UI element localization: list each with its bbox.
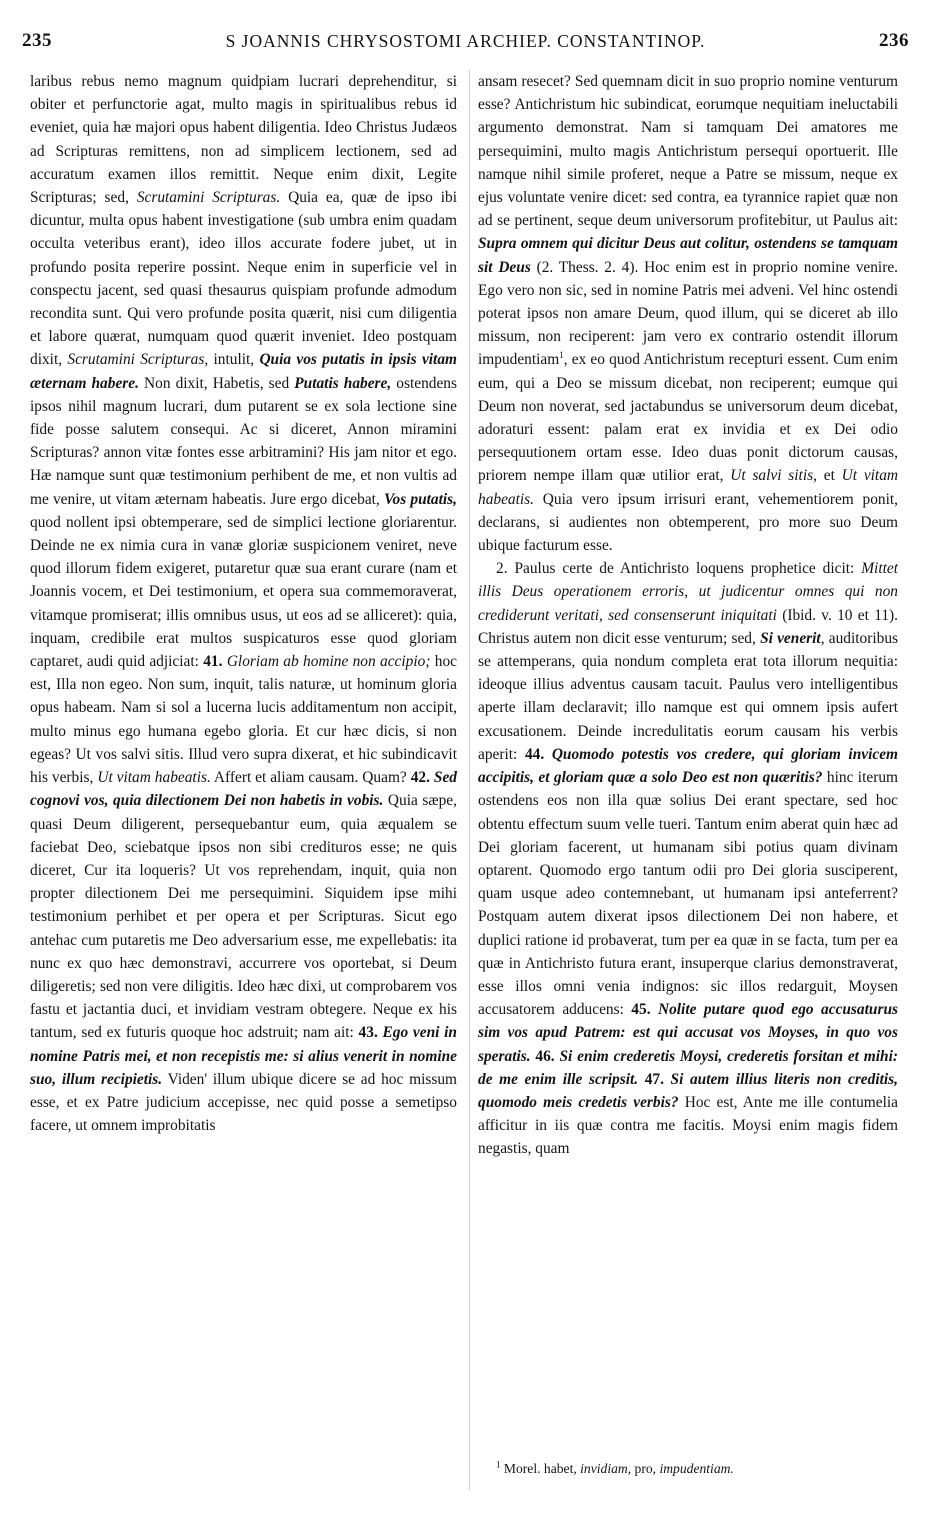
scripture-reference: (Ibid. v. 10 et 11).	[776, 606, 898, 624]
scripture-quote: Scrutamini Scripturas,	[67, 351, 209, 369]
scripture-quote: Si venerit	[760, 629, 821, 647]
text-run: hoc est, Illa non egeo. Non sum, inquit, talis naturæ, ut hominum gloria opus habeam. Nam si sol a lucerna lucis additamentum non accipit, multo minus ego humana egebo gloria. Et cur hæc dicis, si non egeas? Ut vos salvi sitis. Illud vero supra dixerat, et hic subindicavit his verbis,	[30, 653, 457, 787]
scripture-quote: Supra omnem qui dicitur Deus aut colitur, ostendens se tamquam sit Deus	[478, 235, 898, 276]
text-run: Hoc est, Ante me ille contumelia afficitur in iis quæ contra me facitis. Moysi enim magis fidem negastis, quam	[478, 1093, 898, 1158]
paragraph	[478, 557, 898, 1160]
text-run: ostendens ipsos nihil magnum lucrari, dum putarent se ex sola lectione sine fide posse salutem consequi. Ac si diceret, Annon miramini Scripturas? annon vitæ fontes esse arbitramini? His jam nitor et ego. Hæ namque sunt quæ testimonium perhibent de me, et non vultis ad me venire, ut vitam æternam habeatis. Jure ergo dicebat,	[30, 374, 457, 508]
text-run: , pro,	[627, 1461, 660, 1476]
text-run: hinc iterum ostendens eos non illa quæ solius Dei erant spectare, sed hoc obtentu effectum suum velle tueri. Tantum enim aberat quin hæc ad Dei gloriam facerent, ut humanam sibi potius quam divinam optarent. Quomodo ergo tantum odii pro Dei gloria susciperent, quam usque adeo contemnebant, ut humanam ipsi anteferrent? Postquam autem dixerat ipsos dilectionem Dei non habere, et duplici ratione id probaverat, tum per ea quæ in se facta, tum per ea quæ in Antichristo futura erant, insuperque clarius demonstraverat, esse illos omni venia indignos: sic illos redarguit, Moysen accusatorem adducens:	[478, 769, 898, 1019]
text-run: intulit,	[208, 351, 260, 369]
verse-number: 47.	[638, 1070, 664, 1088]
footnote	[496, 1460, 898, 1478]
verse-number: 41.	[203, 653, 223, 671]
text-run: , et	[813, 467, 842, 485]
page-number-right: 236	[878, 30, 909, 51]
scripture-quote: Ut vitam habeatis.	[97, 769, 211, 787]
scripture-quote: Quomodo potestis vos credere, qui gloriam invicem accipitis, et gloriam quæ a solo Deo est non quæritis?	[478, 745, 899, 787]
text-run: Quia ea, quæ de ipso ibi dicuntur, multa opus habent investigatione (sub umbra enim quadam occulta veteribus erant), ideo illos accurate fodere jubet, ut in profundo posita reperire possint. Neque enim in superficie vel in conspectu jacent, sed quasi thesaurus quispiam profunde admodum recondita sunt. Qui vero profunde posita quærit, nisi cum diligentia et labore quærat, numquam quod quærit inveniet. Ideo postquam dixit,	[30, 189, 457, 369]
scripture-quote: Vos putatis,	[383, 490, 457, 508]
scripture-quote: Putatis habere,	[294, 374, 392, 392]
footnote-term: impudentiam.	[659, 1461, 734, 1476]
scripture-quote: Gloriam ab homine non accipio;	[226, 653, 431, 671]
text-run: Affert et aliam causam. Quam?	[210, 769, 411, 787]
scripture-quote: Si autem illius literis non creditis, quomodo meis credetis verbis?	[478, 1070, 898, 1111]
verse-number: 46.	[530, 1047, 555, 1065]
text-run: Viden' illum ubique dicere se ad hoc missum esse, et ex Patre judicium accepisse, nec quid posse a semetipso facere, ut omnem improbitatis	[30, 1070, 458, 1135]
text-run: Quia sæpe, quasi Deum diligerent, persequebantur eum, quia æqualem se faciebat Deo, sciebatque ipsos non sibi credituros esse; ne quis diceret, Cur ita loqueris? Ut vos reprehendam, inquit, quia non propter dilectionem Dei me persequimini. Siquidem ipse mihi testimonium perhibet et per opera et per Scripturas. Sicut ego antehac cum putaretis me Deo adversarium esse, me expellebatis: ita nunc ex quo hæc demonstravi, accurrere vos oportebat, si Deum diligeretis; sed non vere diligitis. Ideo hæc dixi, ut comprobarem vos fastu et jactantia duci, et invidiam vestram obtegere. Neque ex his tantum, sed ex futuris quoque hoc adstruit; nam ait:	[30, 792, 457, 1042]
text-run: Quia vero ipsum irrisuri erant, vehementiorem ponit, declarans, si audientes non obtemperent, pro more suo Deum ubique facturum esse.	[478, 490, 898, 555]
scripture-quote: Ut salvi sitis	[730, 467, 814, 485]
text-run: quod nollent ipsi obtemperare, sed de simplici lectione gloriarentur. Deinde ne ex nimia cura in vanæ gloriæ suspicionem veniret, neve quod illorum fidem exigeret, putaretur quæ sua erant curare (nam et Joannis vocem, et Dei testimonium, et opera sua commemoraverat, vitamque promiserat; illis omnibus usus, ut eos ad se alliceret): quia, inquam, credibile erat multos suspicaturos esse quod gloriam captaret, audi quid adjiciat:	[30, 513, 457, 671]
footnote-marker: 1	[559, 350, 564, 361]
scripture-quote: Si enim crederetis Moysi, crederetis forsitan et mihi: de me enim ille scripsit.	[478, 1047, 898, 1088]
paragraph	[478, 70, 898, 557]
running-header	[22, 12, 909, 52]
scripture-reference: (2. Thess. 2. 4).	[530, 258, 639, 276]
left-column	[30, 70, 457, 1137]
footnote-term: invidiam	[580, 1461, 628, 1476]
scripture-quote: Quia vos putatis in ipsis vitam æternam habere.	[30, 351, 457, 392]
scripture-quote: Nolite putare quod ego accusaturus sim vos apud Patrem: est qui accusat vos Moyses, in quo vos speratis.	[478, 1001, 898, 1065]
verse-number: 44.	[524, 745, 545, 763]
text-run: , ex eo quod Antichristum recepturi essent. Cum enim eum, qui a Deo se missum dicebat, non reciperent; eumque qui Deum non noverat, sed jactabundus se universorum deum dicebat, adoraturi essent: palam erat ex invidia et ex Dei odio persequutionem ortam esse. Ideo duas ponit dictorum causas, priorem nempe illam quæ utilior erat,	[478, 351, 898, 485]
right-column	[478, 70, 898, 1161]
verse-number: 42.	[410, 769, 430, 787]
verse-number: 43.	[358, 1024, 378, 1042]
verse-number: 45.	[631, 1001, 651, 1019]
page-number-left: 235	[22, 30, 52, 51]
text-run: Morel. habet,	[500, 1461, 581, 1476]
text-run: , auditoribus se attemperans, quia nondum completa erat tota illorum nequitia: ideoque illius adventus causam tacuit. Paulus vero intelligentibus aperte illam declaravit; illo namque est qui omnem ipsis aufert excusationem. Deinde incredulitatis eorum causam his verbis aperit:	[478, 629, 899, 763]
scripture-quote: Ego veni in nomine Patris mei, et non recepistis me: si alius venerit in nomine suo, illum recipietis.	[30, 1024, 457, 1088]
running-title: S JOANNIS CHRYSOSTOMI ARCHIEP. CONSTANTINOP.	[225, 31, 706, 51]
text-run: ansam resecet? Sed quemnam dicit in suo proprio nomine venturum esse? Antichristum hic subindicat, eorumque nequitiam ineluctabili argumento demonstrat. Nam si tamquam Dei amatores me persequimini, multo magis Antichristum persequi oportuerit. Ille namque nihil simile proferet, neque a Patre se missum, neque ex ejus voluntate venire dicet: sed contra, ea tyrannice rapiet quæ non ad se pertinent, seque deum universorum profitebitur, ut Paulus ait:	[478, 73, 898, 230]
scripture-quote: Scrutamini Scripturas.	[136, 189, 281, 207]
text-run: Non dixit, Habetis, sed	[138, 374, 295, 392]
scripture-quote: Ut vitam habeatis.	[478, 467, 899, 508]
text-run: Christus autem non dicit esse venturum; sed,	[478, 629, 761, 647]
paragraph	[30, 70, 457, 1137]
footnote-marker: 1	[496, 1459, 501, 1470]
text-run: laribus rebus nemo magnum quidpiam lucrari deprehenditur, si obiter et perfunctorie agat, multo magis in spiritualibus rebus id eveniet, quia hæ majori opus habent diligentia. Ideo Christus Judæos ad Scripturas remittens, non ad simplicem lectionem, sed ad accuratum examen illos remittit. Neque enim dixit, Legite Scripturas; sed,	[30, 73, 457, 207]
text-run: 2. Paulus certe de Antichristo loquens prophetice dicit:	[496, 560, 862, 578]
column-divider	[469, 70, 470, 1490]
text-run: Hoc enim est in proprio nomine venire. Ego vero non sic, sed in nomine Patris mei adveni. Vel hinc ostendi poterat ipsos non amare Deum, quod illum, qui se diceret ab illo missum, non reciperent: jam vero ex contrario ostendit illorum impudentiam	[478, 258, 898, 369]
scripture-quote: Sed cognovi vos, quia dilectionem Dei non habetis in vobis.	[30, 769, 457, 810]
scripture-quote: Mittet illis Deus operationem erroris, ut judicentur omnes qui non crediderunt veritati, sed consenserunt iniquitati	[478, 560, 898, 624]
